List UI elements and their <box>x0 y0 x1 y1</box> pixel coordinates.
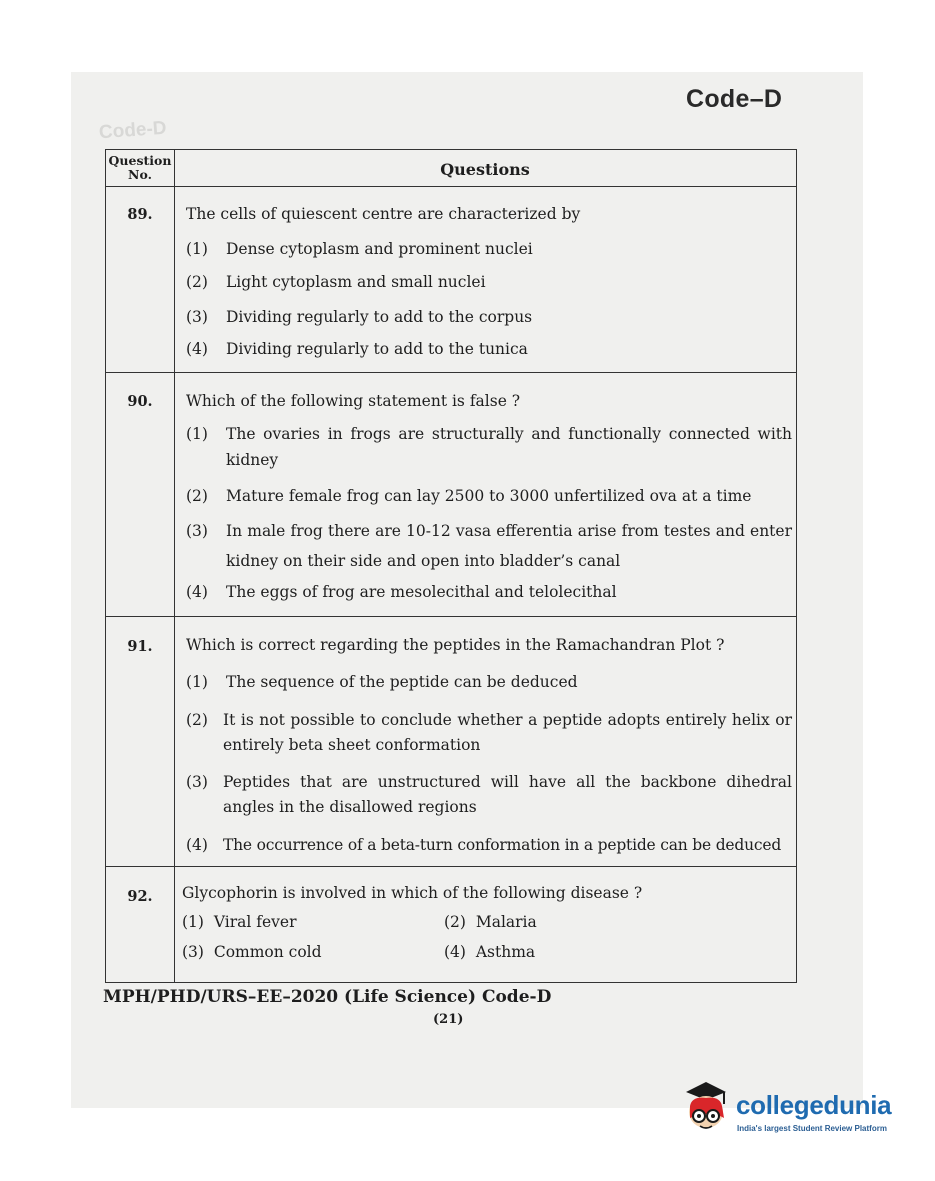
paper-footer: MPH/PHD/URS–EE–2020 (Life Science) Code-D <box>103 987 552 1007</box>
option-number: (3) <box>186 308 208 326</box>
paper-code: Code–D <box>686 85 783 113</box>
question-table <box>105 149 797 983</box>
option-number: (2) <box>186 711 208 729</box>
option-text: Peptides that are unstructured will have all the backbone dihedral angles in the disallowed regions <box>223 773 792 816</box>
option-number: (3) <box>186 522 208 540</box>
option-text: Dividing regularly to add to the tunica <box>226 340 528 358</box>
option-number: (2) <box>186 487 208 505</box>
row-divider <box>106 866 796 867</box>
option-text: Dense cytoplasm and prominent nuclei <box>226 240 533 258</box>
option-number: (4) <box>186 340 208 358</box>
brand-name: collegedunia <box>736 1090 892 1120</box>
question-number: 90. <box>127 393 153 410</box>
question-text: Which of the following statement is false ? <box>186 392 521 410</box>
header-question-no: Question No. <box>108 153 172 182</box>
question-number: 91. <box>127 638 153 655</box>
question-text: The cells of quiescent centre are characterized by <box>186 205 581 223</box>
question-text: Which is correct regarding the peptides in the Ramachandran Plot ? <box>186 636 725 654</box>
option-number: (1) <box>186 240 208 258</box>
collegedunia-logo <box>680 1076 910 1146</box>
option <box>444 913 537 931</box>
option-number: (3) <box>186 773 208 791</box>
option-text: It is not possible to conclude whether a peptide adopts entirely helix or entirely beta sheet conformation <box>223 711 792 754</box>
option-number: (2) <box>186 273 208 291</box>
question-text: Glycophorin is involved in which of the following disease ? <box>182 884 643 902</box>
brand-tagline: India's largest Student Review Platform <box>737 1124 887 1133</box>
option-text: Malaria <box>475 913 537 931</box>
header-questions: Questions <box>440 160 530 179</box>
option <box>182 913 297 931</box>
option <box>444 943 535 961</box>
option-text: Mature female frog can lay 2500 to 3000 unfertilized ova at a time <box>226 487 752 505</box>
option-number: (3) <box>182 943 204 961</box>
option <box>182 943 322 961</box>
option-text: Dividing regularly to add to the corpus <box>226 308 533 326</box>
option-number: (2) <box>444 913 466 931</box>
mascot-icon <box>680 1076 736 1142</box>
option-text: The sequence of the peptide can be deduced <box>226 673 578 691</box>
option-number: (4) <box>444 943 466 961</box>
option-text: Viral fever <box>213 913 297 931</box>
bleed-through-code: Code-D <box>98 117 168 144</box>
exam-page <box>71 72 863 1108</box>
row-divider <box>106 186 796 187</box>
option-text: Common cold <box>213 943 322 961</box>
option-number: (1) <box>186 425 208 443</box>
option-number: (1) <box>182 913 204 931</box>
column-divider <box>174 150 175 982</box>
option-text: In male frog there are 10-12 vasa efferentia arise from testes and enter kidney on their side and open into bladder’s canal <box>226 522 792 570</box>
question-number: 92. <box>127 888 153 905</box>
option-text: The ovaries in frogs are structurally and functionally connected with kidney <box>226 425 792 469</box>
option-text: The occurrence of a beta-turn conformation in a peptide can be deduced <box>223 836 782 854</box>
option-number: (4) <box>186 583 208 601</box>
row-divider <box>106 372 796 373</box>
row-divider <box>106 616 796 617</box>
option-text: Asthma <box>475 943 536 961</box>
page-number: (21) <box>433 1012 464 1027</box>
option-number: (4) <box>186 836 208 854</box>
option-text: The eggs of frog are mesolecithal and telolecithal <box>226 583 617 601</box>
option-text: Light cytoplasm and small nuclei <box>226 273 486 291</box>
question-number: 89. <box>127 206 153 223</box>
option-number: (1) <box>186 673 208 691</box>
